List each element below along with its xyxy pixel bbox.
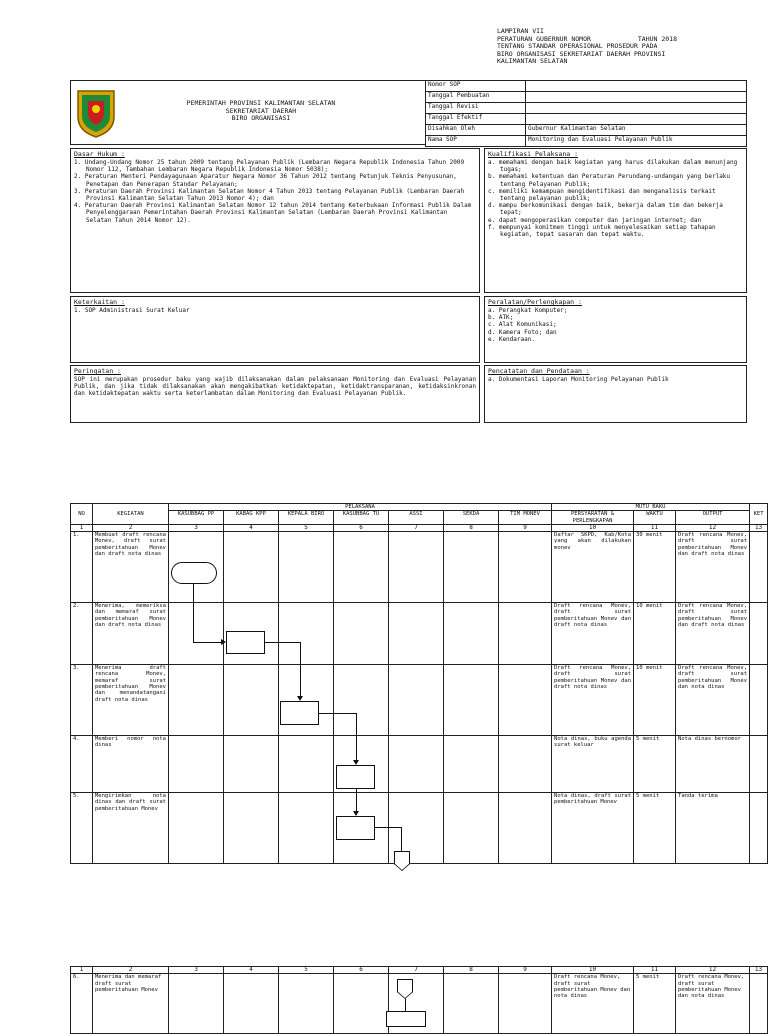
dasar_hukum-item: 2. Peraturan Menteri Pendayagunaan Aparatur Negara Nomor 36 Tahun 2012 tentang Petunjuk Teknis Penyusunan, Penetapan dan Penerapan Standar Pelayanan;: [74, 173, 457, 188]
empty-cell: [444, 736, 499, 793]
col-pelaksana-role: KASUBBAG TU: [334, 511, 389, 525]
column-number: 2: [93, 967, 169, 974]
col-mutu-item: OUTPUT: [676, 511, 750, 525]
header-org-box: [70, 80, 426, 145]
dasar-hukum-title: Dasar Hukum :: [74, 150, 125, 158]
col-mutu-baku: MUTU BAKU: [552, 504, 750, 511]
peralatan-item: a. Perangkat Komputer;: [488, 307, 568, 314]
column-number: 4: [224, 524, 279, 531]
row-no: 3.: [71, 665, 93, 736]
kualifikasi-item: e. dapat mengoperasikan computer dan jaringan internet; dan: [488, 216, 702, 224]
row-kegiatan: Membuat draft rencana Monev, draft surat pemberitahuan Monev dan draft nota dinas: [93, 532, 169, 603]
row-output: Draft rencana Monev, draft surat pemberitahuan Monev dan draft nota dinas: [676, 532, 750, 603]
empty-cell: [750, 793, 768, 864]
peralatan-box: [484, 296, 747, 363]
pencatatan-item: a. Dokumentasi Laporan Monitoring Pelayanan Publik: [488, 376, 669, 383]
dasar_hukum-item: 4. Peraturan Daerah Provinsi Kalimantan Selatan Nomor 12 tahun 2014 tentang Keterbukaan Informasi Publik Dalam Penyelenggaraan Pemerintahan Daerah Provinsi Kalimantan Selatan (Lembaran Daerah Provinsi Kalimantan Selatan Tahun 2014 Nomor 12).: [74, 202, 472, 224]
kualifikasi-item: d. mampu berkomunikasi dengan baik, bekerja dalam tim dan bekerja tepat;: [488, 202, 723, 217]
row-waktu: 5 menit: [634, 793, 676, 864]
kualifikasi-title: Kualifikasi Pelaksana :: [488, 150, 579, 158]
sop-info-label: Disahkan Oleh: [426, 125, 526, 136]
col-ket: KET: [750, 504, 768, 525]
peringatan-title: Peringatan :: [74, 367, 121, 375]
column-number: 1: [71, 524, 93, 531]
empty-cell: [444, 793, 499, 864]
column-number: 12: [676, 967, 750, 974]
empty-cell: [750, 532, 768, 603]
start-terminator: [171, 562, 217, 584]
empty-cell: [224, 736, 279, 793]
process-box: [386, 1011, 426, 1027]
peralatan-item: b. ATK;: [488, 314, 514, 322]
row-no: 2.: [71, 603, 93, 665]
column-number: 11: [634, 967, 676, 974]
row-no: 4.: [71, 736, 93, 793]
peringatan-text: SOP ini merupakan prosedur baku yang wajib dilaksanakan dalam pelaksanaan Monitoring dan Evaluasi Pelayanan Publik, dan jika tidak dilaksanakan akan mengakibatkan ketidaktepatan, ketidaktransparanan, ketidaksinkronan dan ketidaktepatan waktu serta keterlambatan dalam Monitoring dan Evaluasi Pelayanan Publik.: [74, 376, 476, 398]
lampiran-line: BIRO ORGANISASI SEKRETARIAT DAERAH PROVINSI: [497, 49, 666, 58]
row-waktu: 10 menit: [634, 603, 676, 665]
row-output: Draft rencana Monev, draft surat pemberitahuan Monev dan draft nota dinas: [676, 603, 750, 665]
lampiran-line: LAMPIRAN VII: [497, 27, 544, 35]
flow-row: [71, 793, 768, 864]
peralatan-title: Peralatan/Perlengkapan :: [488, 298, 582, 306]
empty-cell: [389, 603, 444, 665]
pencatatan-box: [484, 365, 747, 423]
org-bureau: BIRO ORGANISASI: [231, 114, 291, 123]
row-syarat: Daftar SKPD, Kab/Kota yang akan dilakukan monev: [552, 532, 634, 603]
sop-info-value: Gubernur Kalimantan Selatan: [526, 125, 747, 136]
flow-connector: [265, 642, 301, 643]
column-number: 8: [444, 524, 499, 531]
empty-cell: [750, 665, 768, 736]
pencatatan-title: Pencatatan dan Pendataan :: [488, 367, 590, 375]
sop-info-value: [526, 92, 747, 103]
row-waktu: 10 menit: [634, 665, 676, 736]
flow-connector: [356, 789, 357, 813]
flow-table-wrap: [70, 503, 764, 878]
sop-info-label: Nama SOP: [426, 136, 526, 147]
empty-cell: [750, 736, 768, 793]
process-box: [336, 816, 375, 840]
flow-connector: [193, 642, 223, 643]
flow-connector: [300, 642, 301, 697]
col-no: NO: [71, 504, 93, 525]
peralatan-item: d. Kamera Foto; dan: [488, 328, 557, 336]
column-number: 3: [169, 524, 224, 531]
col-mutu-item: PERSYARATAN & PERLENGKAPAN: [552, 511, 634, 525]
row-syarat: Nota dinas, buku agenda surat keluar: [552, 736, 634, 793]
kualifikasi-box: [484, 148, 747, 293]
empty-cell: [169, 793, 224, 864]
row-no: 6.: [71, 974, 93, 1034]
sop-info-row: [426, 125, 747, 136]
col-pelaksana-role: ASSI: [389, 511, 444, 525]
column-number: 12: [676, 524, 750, 531]
row-output: Tanda terima: [676, 793, 750, 864]
empty-cell: [499, 532, 552, 603]
dasar-hukum-box: [70, 148, 480, 293]
row-kegiatan: Menerima draft rencana Monev, memaraf surat pemberitahuan Monev dan menandatangani draft nota dinas: [93, 665, 169, 736]
flow-connector: [193, 584, 194, 642]
peralatan-item: c. Alat Komunikasi;: [488, 321, 557, 329]
keterkaitan-item: 1. SOP Administrasi Surat Keluar: [74, 307, 190, 314]
sop-info-label: Tanggal Efektif: [426, 114, 526, 125]
peralatan-item: e. Kendaraan.: [488, 335, 535, 343]
empty-cell: [750, 603, 768, 665]
sop-info-row: [426, 81, 747, 92]
lampiran-block: [497, 28, 747, 66]
empty-cell: [279, 603, 334, 665]
col-mutu-item: WAKTU: [634, 511, 676, 525]
process-box: [226, 631, 265, 654]
process-box: [336, 765, 375, 789]
column-number: 10: [552, 524, 634, 531]
row-syarat: Draft rencana Monev, draft surat pemberitahuan Monev dan draft nota dinas: [552, 665, 634, 736]
column-number: 5: [279, 967, 334, 974]
empty-cell: [389, 665, 444, 736]
row-waktu: 5 menit: [634, 974, 676, 1034]
empty-cell: [334, 532, 389, 603]
flow-connector: [319, 713, 356, 714]
lampiran-line: TENTANG STANDAR OPERASIONAL PROSEDUR PADA: [497, 42, 658, 51]
sop-info-label: Tanggal Pembuatan: [426, 92, 526, 103]
sop-info-row: [426, 103, 747, 114]
flow-connector: [405, 999, 406, 1011]
empty-cell: [444, 603, 499, 665]
kualifikasi-item: f. mempunyai komitmen tinggi untuk menyelesaikan setiap tahapan kegiatan, tepat sasaran dan tepat waktu.: [488, 223, 716, 239]
org-secretariat: SEKRETARIAT DAERAH: [225, 106, 297, 115]
row-kegiatan: Memberi nomor nota dinas: [93, 736, 169, 793]
column-number: 1: [71, 967, 93, 974]
column-number: 10: [552, 967, 634, 974]
sop-info-value: [526, 103, 747, 114]
row-waktu: 5 menit: [634, 736, 676, 793]
lampiran-line: KALIMANTAN SELATAN: [497, 57, 568, 66]
dasar_hukum-item: 3. Peraturan Daerah Provinsi Kalimantan Selatan Nomor 4 Tahun 2013 tentang Pelayanan Publik (Lembaran Daerah Provinsi Kalimantan Selatan Tahun 2013 Nomor 4); dan: [74, 187, 465, 203]
row-no: 1.: [71, 532, 93, 603]
column-number: 11: [634, 524, 676, 531]
col-kegiatan: KEGIATAN: [93, 504, 169, 525]
column-number: 6: [334, 524, 389, 531]
empty-cell: [334, 665, 389, 736]
empty-cell: [499, 736, 552, 793]
col-pelaksana: PELAKSANA: [169, 504, 552, 511]
row-output: Draft rencana Monev, draft surat pemberitahuan Monev dan nota dinas: [676, 974, 750, 1034]
sop-info-row: [426, 92, 747, 103]
col-pelaksana-role: KABAG KPP: [224, 511, 279, 525]
row-output: Nota dinas bernomor: [676, 736, 750, 793]
column-number: 13: [750, 967, 768, 974]
sop-info-table: [425, 80, 747, 147]
row-syarat: Nota dinas, draft surat pemberitahuan Monev: [552, 793, 634, 864]
column-number: 7: [389, 967, 444, 974]
empty-cell: [499, 793, 552, 864]
kualifikasi-item: c. memiliki kemampuan mengidentifikasi dan menganalisis terkait tentang pelayanan publik;: [488, 187, 716, 203]
sop-info-label: Nomor SOP: [426, 81, 526, 92]
empty-cell: [334, 603, 389, 665]
col-pelaksana-role: KASUBBAG PP: [169, 511, 224, 525]
empty-cell: [279, 532, 334, 603]
row-no: 5.: [71, 793, 93, 864]
empty-cell: [169, 736, 224, 793]
empty-cell: [499, 665, 552, 736]
sop-info-row: [426, 136, 747, 147]
flow-row: [71, 736, 768, 793]
column-number: 6: [334, 967, 389, 974]
col-pelaksana-role: TIM MONEV: [499, 511, 552, 525]
sop-info-value: [526, 81, 747, 92]
sop-info-label: Tanggal Revisi: [426, 103, 526, 114]
kualifikasi-item: a. memahami dengan baik kegiatan yang harus dilakukan dalam menunjang tugas;: [488, 159, 738, 174]
empty-cell: [169, 665, 224, 736]
flow-connector: [356, 713, 357, 762]
lampiran-line: PERATURAN GUBERNUR NOMOR TAHUN 2018: [497, 34, 678, 43]
row-kegiatan: Menerima dan memaraf draft surat pemberitahuan Monev: [93, 974, 169, 1034]
empty-cell: [444, 532, 499, 603]
column-number: 7: [389, 524, 444, 531]
org-name: PEMERINTAH PROVINSI KALIMANTAN SELATAN: [186, 99, 336, 107]
column-number: 4: [224, 967, 279, 974]
flow-table: [70, 503, 768, 864]
sop-info-value: Monitoring dan Evaluasi Pelayanan Publik: [526, 136, 747, 147]
column-number: 3: [169, 967, 224, 974]
empty-cell: [444, 665, 499, 736]
flow-row: [71, 603, 768, 665]
keterkaitan-box: [70, 296, 480, 363]
sop-info-row: [426, 114, 747, 125]
row-output: Draft rencana Monev, draft surat pemberitahuan Monev dan nota dinas: [676, 665, 750, 736]
row-syarat: Draft rencana Monev, draft surat pemberitahuan Monev dan draft nota dinas: [552, 603, 634, 665]
empty-cell: [389, 736, 444, 793]
empty-cell: [224, 793, 279, 864]
empty-cell: [499, 603, 552, 665]
column-number: 2: [93, 524, 169, 531]
sop-info-value: [526, 114, 747, 125]
empty-cell: [169, 603, 224, 665]
column-number: 5: [279, 524, 334, 531]
column-number: 9: [499, 524, 552, 531]
process-box: [280, 701, 319, 725]
column-number: 9: [499, 967, 552, 974]
col-pelaksana-role: SEKDA: [444, 511, 499, 525]
flow-row: [71, 665, 768, 736]
provincial-emblem-icon: [74, 87, 118, 139]
dasar_hukum-item: 1. Undang-Undang Nomor 25 tahun 2009 tentang Pelayanan Publik (Lembaran Negara Republik Indonesia Tahun 2009 Nomor 112, Tambahan Lembaran Negara Republik Indonesia Nomor 5038);: [74, 159, 465, 174]
empty-cell: [279, 736, 334, 793]
row-kegiatan: Menerima, memeriksa dan memaraf surat pemberitahuan Monev dan draft nota dinas: [93, 603, 169, 665]
kualifikasi-item: b. memahami ketentuan dan Peraturan Perundang-undangan yang berlaku tentang Pelayanan Publik;: [488, 173, 731, 188]
flow-connector: [375, 827, 402, 828]
keterkaitan-title: Keterkaitan :: [74, 298, 125, 306]
column-number: 8: [444, 967, 499, 974]
peringatan-box: [70, 365, 480, 423]
empty-cell: [279, 793, 334, 864]
column-number: 13: [750, 524, 768, 531]
col-pelaksana-role: KEPALA BIRO: [279, 511, 334, 525]
empty-cell: [389, 532, 444, 603]
empty-cell: [224, 532, 279, 603]
row-waktu: 30 menit: [634, 532, 676, 603]
row-kegiatan: Mengirimkan nota dinas dan draft surat pemberitahuan Monev: [93, 793, 169, 864]
flow-connector: [401, 827, 402, 851]
row-syarat: Draft rencana Monev, draft surat pemberitahuan Monev dan nota dinas: [552, 974, 634, 1034]
empty-cell: [224, 665, 279, 736]
